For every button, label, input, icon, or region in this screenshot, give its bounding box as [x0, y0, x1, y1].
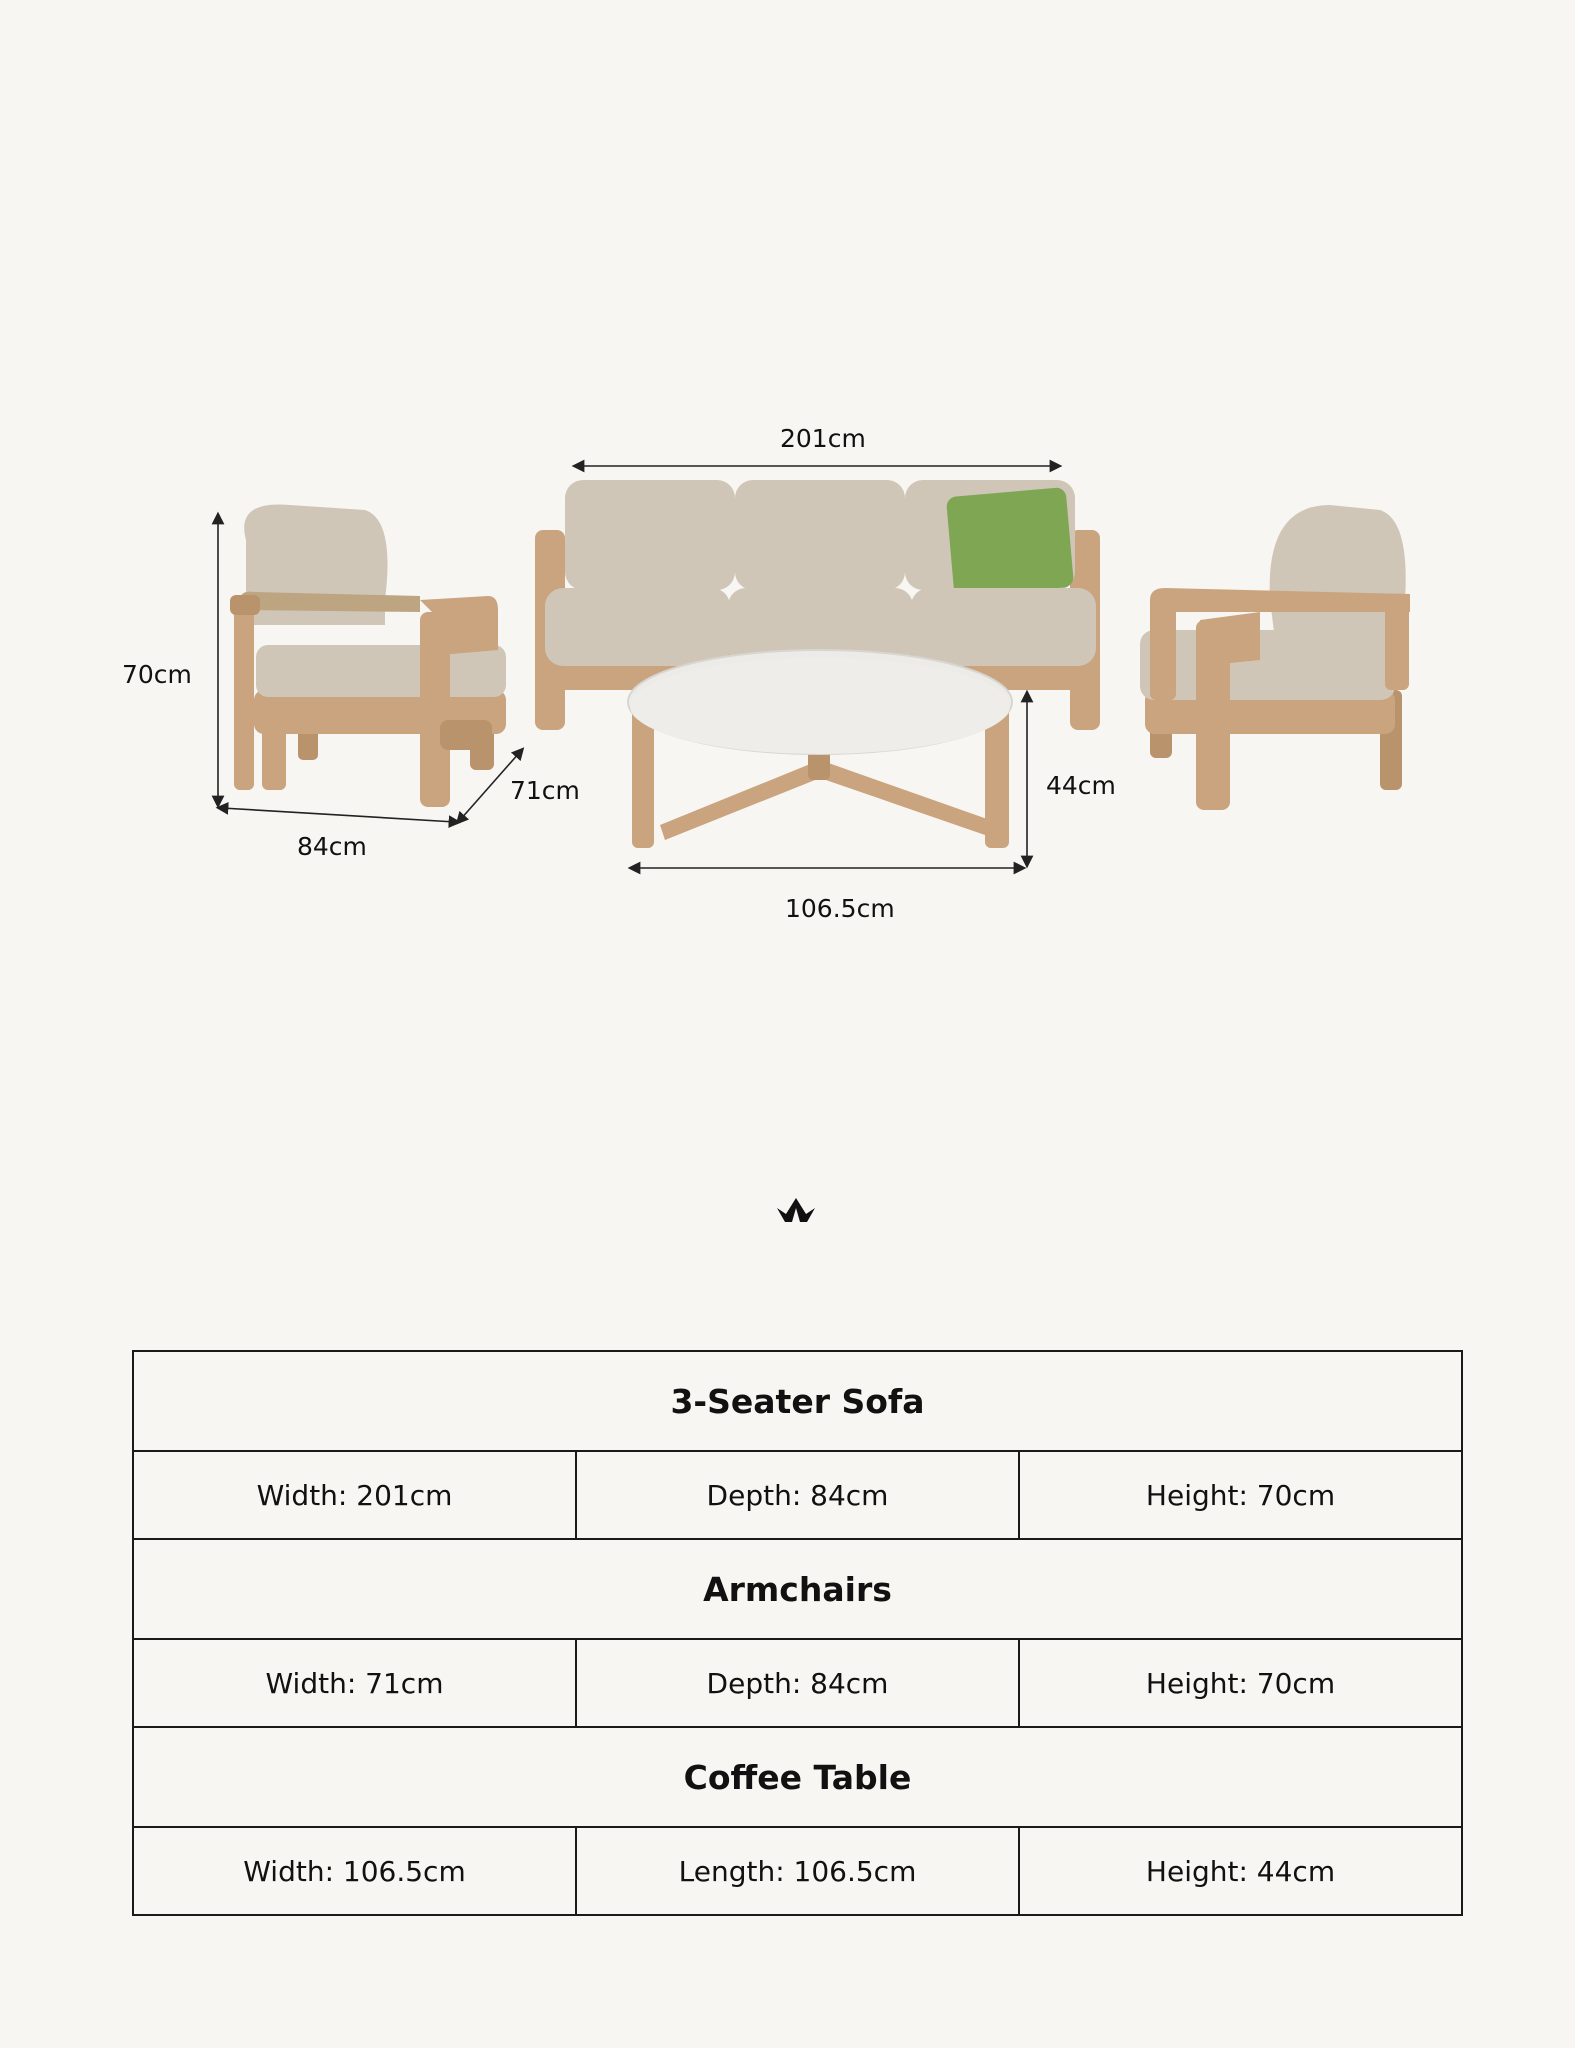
left-armchair: [230, 504, 506, 807]
armchair-depth-cell: Depth: 84cm: [576, 1639, 1019, 1727]
table-row: [133, 1827, 1462, 1915]
table-section-header: [133, 1351, 1462, 1451]
sofa-width-cell: Width: 201cm: [133, 1451, 576, 1539]
armchair-height-cell: Height: 70cm: [1019, 1639, 1462, 1727]
sofa-height-cell: Height: 70cm: [1019, 1451, 1462, 1539]
right-armchair: [1140, 505, 1410, 810]
table-section-header: [133, 1539, 1462, 1639]
armchair-width-cell: Width: 71cm: [133, 1639, 576, 1727]
furniture-dimension-figure: [0, 0, 1575, 1000]
crown-icon: [775, 1196, 817, 1226]
coffee-table-width-cell: Width: 106.5cm: [133, 1827, 576, 1915]
table-row: [133, 1639, 1462, 1727]
table-row: [133, 1451, 1462, 1539]
sofa-width-label: 201cm: [780, 424, 866, 453]
section-title-armchairs: Armchairs: [133, 1539, 1462, 1639]
coffee-table-height-cell: Height: 44cm: [1019, 1827, 1462, 1915]
coffee-table-length-cell: Length: 106.5cm: [576, 1827, 1019, 1915]
section-title-coffee-table: Coffee Table: [133, 1727, 1462, 1827]
coffee-table: [628, 650, 1012, 848]
furniture-illustration: [0, 0, 1575, 1000]
section-title-sofa: 3-Seater Sofa: [133, 1351, 1462, 1451]
table-width-label: 106.5cm: [785, 894, 895, 923]
chair-width-label: 84cm: [297, 832, 367, 861]
table-section-header: [133, 1727, 1462, 1827]
sofa-depth-cell: Depth: 84cm: [576, 1451, 1019, 1539]
dimensions-table: [132, 1350, 1463, 1916]
chair-depth-label: 71cm: [510, 776, 580, 805]
table-height-label: 44cm: [1046, 771, 1116, 800]
chair-height-label: 70cm: [122, 660, 192, 689]
